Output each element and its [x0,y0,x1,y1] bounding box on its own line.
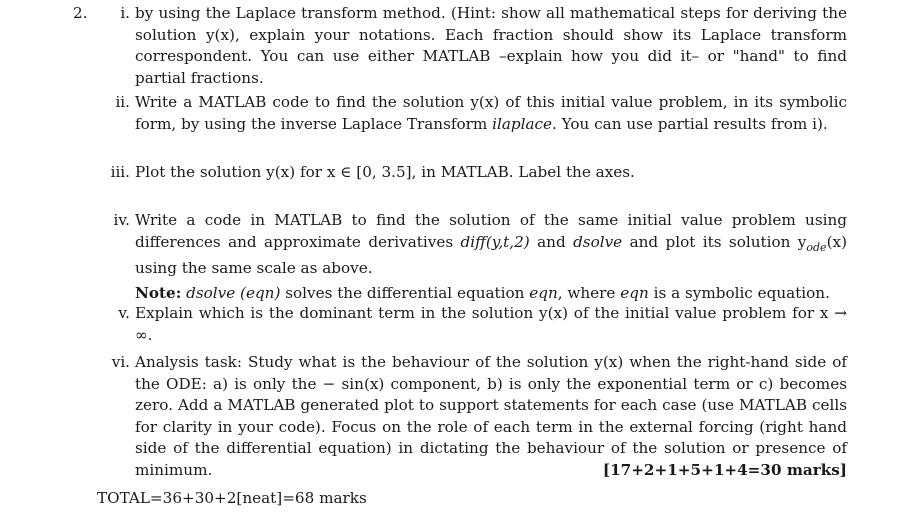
total-marks: TOTAL=36+30+2[neat]=68 marks [97,489,367,507]
subquestion-ii [115,92,847,135]
subquestion-label: iii. [110,163,130,181]
note-text: Note: dsolve (eqn) solves the differential equation eqn, where eqn is a symbolic equation. [135,283,830,302]
subquestion-text: Analysis task: Study what is the behaviour of the solution y(x) when the right-hand side of the ODE: a) is only the − sin(x) component, b) is only the exponential term or c) becomes zero. Add a MATLAB generated plot to support statements for each case (use MATLAB cells for clarity in your code). Focus on the role of each term in the external forcing (right hand side of the differential equation) in dictating the behaviour of the solution or presence of minimum. [135,353,847,479]
subquestion-i [120,3,847,89]
subquestion-iii [110,162,847,184]
subquestion-label: i. [120,4,130,22]
note-label: Note: [135,283,182,302]
question-number: 2. [73,4,88,22]
subquestion-text: Plot the solution y(x) for x ∈ [0, 3.5], in MATLAB. Label the axes. [135,163,635,181]
subquestion-label: v. [118,304,130,322]
subquestion-text: Write a code in MATLAB to find the solution of the same initial value problem using differences and approximate derivatives diff(y,t,2) and dsolve and plot its solution $y_{ode}(x)$ using the same scale as above. [135,211,847,278]
subquestion-text: Write a MATLAB code to find the solution y(x) of this initial value problem, in its symbolic form, by using the inverse Laplace Transform ilaplace. You can use partial results from i). [135,93,847,133]
subquestion-text: Explain which is the dominant term in the solution y(x) of the initial value problem for x → ∞. [135,304,847,344]
marks-breakdown: [17+2+1+5+1+4=30 marks] [602,461,847,479]
subquestion-label: iv. [113,211,130,229]
subquestion-iv [113,210,847,304]
subquestion-label: ii. [115,93,130,111]
subquestion-label: vi. [111,353,130,371]
subquestion-v [118,303,847,346]
subquestion-text: by using the Laplace transform method. (Hint: show all mathematical steps for deriving the solution y(x), explain your notations. Each fraction should show its Laplace transform correspondent. You can use either MATLAB –explain how you did it– or "hand" to find partial fractions. [135,4,847,87]
